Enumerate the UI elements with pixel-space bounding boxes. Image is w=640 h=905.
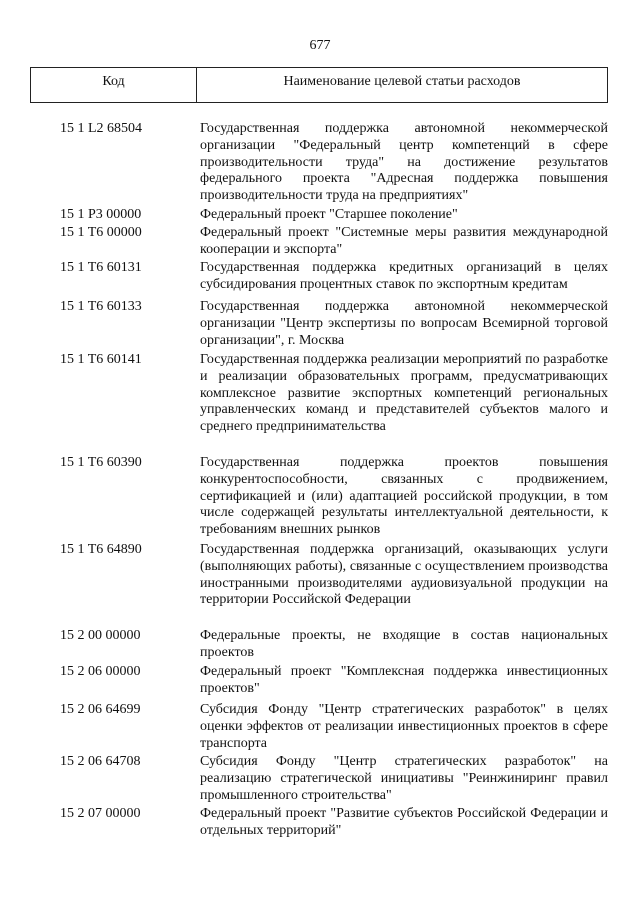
table-row <box>60 628 608 664</box>
table-row <box>60 806 608 842</box>
row-code: 15 2 06 64699 <box>60 702 141 717</box>
row-description: Федеральный проект "Старшее поколение" <box>200 207 458 222</box>
row-description: Федеральный проект "Системные меры развития международной кооперации и экспорта" <box>200 225 608 257</box>
table-row <box>60 702 608 754</box>
row-description: Федеральный проект "Комплексная поддержка инвестиционных проектов" <box>200 664 608 696</box>
table-row <box>60 455 608 542</box>
table-row <box>60 121 608 207</box>
page-number: 677 <box>309 38 331 53</box>
row-description: Субсидия Фонду "Центр стратегических разработок" в целях оценки эффектов от реализации инвестиционных проектов в сфере транспорта <box>200 702 608 751</box>
table-row <box>60 299 608 352</box>
row-code: 15 2 07 00000 <box>60 806 141 821</box>
row-description: Государственная поддержка кредитных организаций в целях субсидирования процентных ставок по экспортным кредитам <box>200 260 608 292</box>
table-row <box>60 352 608 455</box>
table-row <box>60 207 608 225</box>
row-description: Государственная поддержка проектов повышения конкурентоспособности, связанных с продвижением, сертификацией и (или) адаптацией российской продукции, в том числе содержащей результаты интеллектуальной деятельности, к требованиям внешних рынков <box>200 455 608 538</box>
row-description: Субсидия Фонду "Центр стратегических разработок" на реализацию стратегической инициативы "Реинжиниринг правил промышленного строительства" <box>200 754 608 803</box>
column-header-code: Код <box>31 68 197 102</box>
table-row <box>60 542 608 628</box>
table-row <box>60 754 608 806</box>
row-description: Государственная поддержка автономной некоммерческой организации "Федеральный центр компетенций в сфере производительности труда" на достижение результатов федерального проекта "Адресная поддержка повышения производительности труда на предприятиях" <box>200 121 608 204</box>
row-description: Государственная поддержка организаций, оказывающих услуги (выполняющих работы), связанные с осуществлением производства иностранными производителями аудиовизуальной продукции на территории Российской Федерации <box>200 542 608 608</box>
column-header-name: Наименование целевой статьи расходов <box>283 74 521 89</box>
row-code: 15 1 T6 64890 <box>60 542 142 557</box>
row-code: 15 1 T6 60133 <box>60 299 142 314</box>
row-description: Федеральный проект "Развитие субъектов Российской Федерации и отдельных территорий" <box>200 806 608 838</box>
row-description: Государственная поддержка реализации мероприятий по разработке и реализации образовательных программ, предусматривающих комплексное развитие экспортных компетенций региональных управленческих команд и представителей субъектов малого и среднего предпринимательства <box>200 352 608 435</box>
row-code: 15 2 00 00000 <box>60 628 141 643</box>
row-code: 15 1 T6 00000 <box>60 225 142 240</box>
table-row <box>60 260 608 299</box>
row-code: 15 2 06 64708 <box>60 754 141 769</box>
row-code: 15 1 P3 00000 <box>60 207 142 222</box>
row-code: 15 1 L2 68504 <box>60 121 143 136</box>
row-description: Государственная поддержка автономной некоммерческой организации "Центр экспертизы по вопросам Всемирной торговой организации", г. Москва <box>200 299 608 348</box>
row-code: 15 1 T6 60141 <box>60 352 142 367</box>
row-code: 15 2 06 00000 <box>60 664 141 679</box>
table-header <box>30 67 608 103</box>
table-row <box>60 664 608 702</box>
table-row <box>60 225 608 260</box>
row-description: Федеральные проекты, не входящие в состав национальных проектов <box>200 628 608 660</box>
row-code: 15 1 T6 60390 <box>60 455 142 470</box>
budget-items-list <box>60 121 608 842</box>
row-code: 15 1 T6 60131 <box>60 260 142 275</box>
